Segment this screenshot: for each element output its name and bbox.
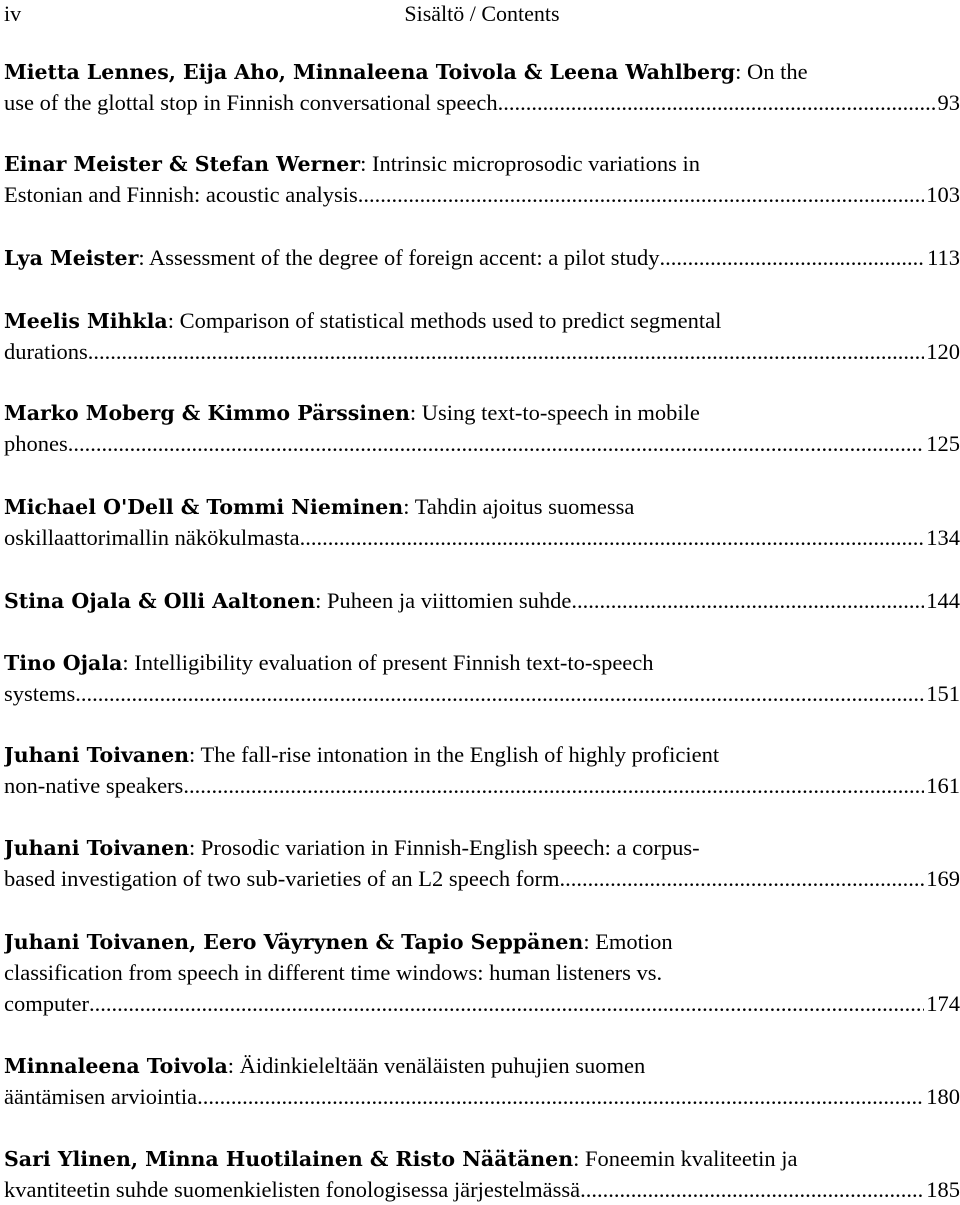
toc-entry (4, 1050, 960, 1112)
entry-page-number: 113 (925, 242, 960, 273)
entry-page-number: 174 (924, 988, 960, 1019)
entry-authors: Juhani Toivanen (4, 836, 189, 860)
entry-title-line: computer (4, 988, 89, 1019)
entry-page-number: 120 (924, 336, 960, 367)
dot-leader (571, 585, 924, 616)
entry-page-number: 125 (924, 428, 960, 459)
entry-title-line: phones (4, 428, 68, 459)
entry-authors: Juhani Toivanen, Eero Väyrynen & Tapio Seppänen (4, 930, 583, 954)
entry-title-line: kvantiteetin suhde suomenkielisten fonologisessa järjestelmässä (4, 1174, 580, 1205)
entry-title-line: : On the (735, 59, 808, 84)
dot-leader (498, 87, 936, 118)
entry-page-number: 161 (924, 770, 960, 801)
running-head (4, 0, 960, 28)
entry-authors: Sari Ylinen, Minna Huotilainen & Risto Näätänen (4, 1147, 573, 1171)
entry-title-line: : Prosodic variation in Finnish-English speech: a corpus- (189, 835, 700, 860)
entry-page-number: 185 (924, 1174, 960, 1205)
dot-leader (358, 179, 925, 210)
entry-title-line: systems (4, 678, 75, 709)
entry-title-line: classification from speech in different time windows: human listeners vs. (4, 960, 662, 985)
entry-title-line: : Foneemin kvaliteetin ja (573, 1146, 797, 1171)
dot-leader (183, 770, 924, 801)
entry-page-number: 180 (924, 1081, 960, 1112)
dot-leader (197, 1081, 924, 1112)
dot-leader (300, 522, 925, 553)
entry-page-number: 144 (924, 585, 960, 616)
entry-page-number: 151 (924, 678, 960, 709)
dot-leader (660, 242, 926, 273)
toc-entry (4, 739, 960, 801)
entry-authors: Lya Meister (4, 243, 138, 273)
entry-title-line: : Puheen ja viittomien suhde (315, 585, 571, 616)
entry-authors: Einar Meister & Stefan Werner (4, 152, 360, 176)
entry-title-line: : Intrinsic microprosodic variations in (360, 151, 700, 176)
toc-entry (4, 242, 960, 273)
entry-title-line: ääntämisen arviointia (4, 1081, 197, 1112)
page-title: Sisältö / Contents (4, 0, 960, 28)
dot-leader (580, 1174, 924, 1205)
entry-page-number: 134 (924, 522, 960, 553)
dot-leader (89, 988, 924, 1019)
dot-leader (75, 678, 924, 709)
dot-leader (559, 863, 924, 894)
entry-authors: Juhani Toivanen (4, 743, 189, 767)
entry-page-number: 169 (924, 863, 960, 894)
toc-entry (4, 148, 960, 210)
entry-page-number: 93 (936, 87, 960, 118)
dot-leader (68, 428, 925, 459)
toc-entry (4, 305, 960, 367)
toc-entry (4, 585, 960, 616)
entry-title-line: : Emotion (583, 929, 672, 954)
entry-title-line: oskillaattorimallin näkökulmasta (4, 522, 300, 553)
entry-title-line: non-native speakers (4, 770, 183, 801)
toc-entry (4, 56, 960, 118)
entry-title-line: Estonian and Finnish: acoustic analysis (4, 179, 358, 210)
entry-authors: Minnaleena Toivola (4, 1054, 228, 1078)
entry-title-line: : Using text-to-speech in mobile (410, 400, 700, 425)
page-number: iv (4, 0, 21, 28)
entry-authors: Stina Ojala & Olli Aaltonen (4, 586, 315, 616)
entry-title-line: : Intelligibility evaluation of present Finnish text-to-speech (122, 650, 653, 675)
entry-title-line: : Assessment of the degree of foreign accent: a pilot study (138, 242, 659, 273)
entry-authors: Tino Ojala (4, 651, 122, 675)
toc-page (4, 0, 960, 1204)
toc-entry (4, 1143, 960, 1205)
entry-title-line: : Äidinkieleltään venäläisten puhujien suomen (228, 1053, 645, 1078)
toc-entry (4, 926, 960, 1019)
entry-title-line: based investigation of two sub-varieties of an L2 speech form (4, 863, 559, 894)
entry-title-line: : The fall-rise intonation in the English of highly proficient (189, 742, 719, 767)
entry-page-number: 103 (924, 179, 960, 210)
dot-leader (88, 336, 925, 367)
toc-entry (4, 397, 960, 459)
entry-title-line: : Comparison of statistical methods used to predict segmental (168, 308, 722, 333)
entry-authors: Meelis Mihkla (4, 309, 168, 333)
entry-title-line: durations (4, 336, 88, 367)
toc-entry (4, 491, 960, 553)
entry-authors: Michael O'Dell & Tommi Nieminen (4, 495, 403, 519)
toc-entry (4, 832, 960, 894)
entry-title-line: use of the glottal stop in Finnish conversational speech (4, 87, 498, 118)
entry-authors: Mietta Lennes, Eija Aho, Minnaleena Toivola & Leena Wahlberg (4, 60, 735, 84)
entry-title-line: : Tahdin ajoitus suomessa (403, 494, 634, 519)
toc-entry (4, 647, 960, 709)
entry-authors: Marko Moberg & Kimmo Pärssinen (4, 401, 410, 425)
